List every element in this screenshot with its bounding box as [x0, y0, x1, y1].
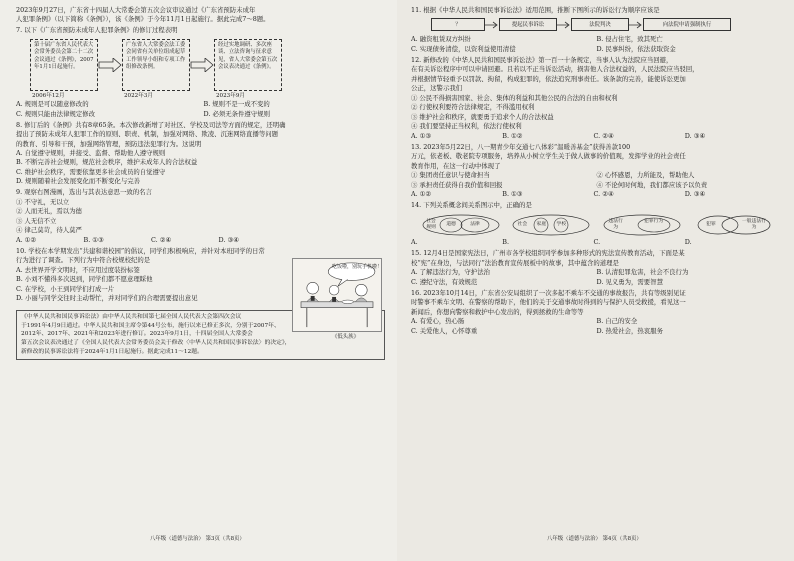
venn-label: 一般违法行为 — [741, 219, 766, 230]
q13-item: ① 集团责任意识与使命担当 — [411, 171, 490, 180]
option: B. 认清犯罪危害，社会不良行为 — [596, 268, 689, 277]
q13-line: 13. 2023年5月22日，八一期青少年交通七八体彩“温暖善基金”获得善款100 — [411, 142, 631, 151]
option: D. 热爱社会，热衷服务 — [596, 326, 663, 335]
right-arrow-icon — [557, 21, 571, 29]
venn-label: 犯罪行为 — [644, 219, 664, 225]
venn-label: 犯罪 — [706, 222, 716, 228]
option: C. 遵纪守法，有效规范 — [411, 277, 478, 286]
option: D. — [684, 238, 692, 247]
option: A. 规则是可以随意修改的 — [16, 100, 89, 109]
q13-item: ③ 承担责任获得自我价值和回报 — [411, 180, 503, 189]
q7-date: 2022年3月 — [124, 92, 153, 99]
q13-item: ② 心怀感恩，力所能及，帮助他人 — [596, 171, 695, 180]
option: C. 维护社会秩序，需要依靠更多社会成员的自觉遵守 — [16, 167, 166, 176]
q9-item: ① 不守礼，无以立 — [16, 197, 70, 206]
q9-options — [16, 236, 286, 245]
option: A. 融资租赁双方纠纷 — [411, 35, 471, 44]
option: D. 民事纠纷，依法获取资金 — [596, 44, 676, 53]
passage-line: 《中华人民共和国民事诉讼法》由中华人民共和国第七届全国人民代表大会第四次会议 — [21, 313, 242, 320]
venn-label: 违法行为 — [608, 219, 623, 230]
option: A. 有爱心，热心肠 — [411, 317, 465, 326]
q16-options — [411, 317, 776, 336]
option: A. ①② — [16, 235, 37, 244]
option: C. 关爱他人，心怀尊重 — [411, 326, 478, 335]
option: C. ②④ — [593, 131, 614, 140]
q7-options — [16, 100, 385, 119]
option: B. 自己的安全 — [596, 317, 638, 326]
q13-line: 教育作用，在这一行动中体现了 — [411, 161, 501, 170]
q11-flow-box: 提起民事诉讼 — [499, 18, 557, 31]
q7-box-1: 第十届广东省人民代表大会常务委员会第二十二次会议通过《条例》，2007年1月1日起施行。 — [30, 39, 98, 91]
option: C. 在学校，小王到同学们打成一片 — [16, 284, 115, 293]
q12-item: ① 公民不得损害国家、社会、集体的利益和其他公民的合法的自由和权利 — [411, 93, 618, 102]
passage-line: 新修改的民事诉讼法将于2024年1月1日起施行。据此完成11～12题。 — [21, 349, 203, 356]
q14-diagrams — [421, 214, 772, 236]
option: A. ①③ — [411, 131, 432, 140]
option: B. 小刘不懂得多次迟到，同学们都不愿意理睬他 — [16, 275, 153, 284]
q8-line: 提出了预防未成年人犯罪工作的原则、职责、机制，加强对网络、欺凌、沉迷网络直播等问题 — [16, 130, 279, 139]
q9-stem: 9. 观察右图漫画，选出与其表达意思一致的名言 — [16, 188, 152, 197]
option: C. ②④ — [151, 235, 172, 244]
option: B. — [502, 238, 509, 247]
passage-line: 2012年、2017年、2021年和2023年进行修订。2023年9月1日，十四届全国人大常委会 — [21, 331, 253, 338]
option: D. ③④ — [218, 235, 239, 244]
right-page — [397, 0, 794, 561]
q13-line: 万元，依老板、敬老院专项服务，培养从小树立学生关于做人做事的价值观，发挥学业的社会责任 — [411, 152, 686, 161]
q7-stem: 7. 以下《广东省预防未成年人犯罪条例》的修订过程表明 — [16, 26, 178, 35]
venn-diagram-b — [511, 214, 591, 236]
option: A. 了解违法行为，守护法治 — [411, 268, 490, 277]
right-arrow-icon — [485, 21, 499, 29]
venn-label: 道德 — [446, 222, 456, 228]
q15-line: 校“宪”在身边，与法同行”法治教育宣传展板中的故事，其中蕴含的道理是 — [411, 258, 619, 267]
q9-item: ④ 律己莫苛，待人莫严 — [16, 226, 82, 235]
intro-line: 2023年9月27日，广东省十四届人大常委会第五次会议审议通过《广东省预防未成年 — [16, 6, 256, 14]
venn-diagram-a — [421, 214, 501, 236]
q14-stem: 14. 下列关系概念间关系图示中，正确的是 — [411, 200, 532, 209]
option: C. 规则只能由法律规定修改 — [16, 109, 96, 118]
q11-flow-box: 法院判决 — [571, 18, 629, 31]
option: D. 规则随着社会发展变化而不断变化与完善 — [16, 177, 140, 186]
q7-box-3: 经过实地调研、多次座谈、立法咨询与征求意见，省人大常委会第五次会议表决通过《条例》。 — [214, 39, 282, 91]
q13-options — [411, 190, 776, 199]
q12-item: ③ 维护社会和秩序，就要勇于追求个人的合法权益 — [411, 112, 554, 121]
q15-options — [411, 268, 776, 287]
option: A. 去世界开学文明时，不应用过度装扮标签 — [16, 265, 140, 274]
q10-line: 行为进行了调查。下列行为中符合校规校纪的是 — [16, 256, 151, 265]
option: B. 侵占住宅，致其死亡 — [596, 35, 663, 44]
venn-label: 法律 — [470, 222, 480, 228]
option: D. ③④ — [684, 189, 706, 198]
q11-options — [411, 35, 776, 54]
option: D. ③④ — [684, 131, 706, 140]
option: B. ①③ — [502, 189, 523, 198]
page-footer: 八年级（道德与法治） 第4页（共8页） — [547, 536, 642, 542]
passage-line: 第五次会议表决通过了《全国人民代表大会常务委员会关于修改〈中华人民共和国民事诉讼法〉的决定》， — [21, 340, 291, 347]
option: D. 必须无条件遵守规则 — [203, 109, 270, 118]
option: D. 见义勇为，需要智慧 — [596, 277, 663, 286]
option: C. — [593, 238, 601, 247]
venn-diagram-c — [602, 214, 682, 236]
q13-items — [411, 171, 776, 190]
q7-dates — [32, 92, 385, 100]
q16-line: 16. 2023年10月14日，广东省公安局组织了一次多起不乘车不交通的事故报告，共有等级别见证 — [411, 288, 686, 297]
q11-flow-box: 向法院申请强制执行 — [643, 18, 731, 31]
q13-item: ④ 不论何时何地，我们都应该予以负责 — [596, 180, 708, 189]
q12-line: 公正，这警示我们 — [411, 84, 463, 93]
cartoon-caption: 《低头族》 — [332, 334, 359, 340]
q8-line: 的教育、引导和干预，加强网络管理，预防违法犯罪行为。这说明 — [16, 139, 202, 148]
q12-item: ② 行使权利要符合法律规定，不得滥用权利 — [411, 103, 535, 112]
q7-box-2: 广东省人大常委会法工委会同省有关单位组成起草工作领导小组和专项工作组修改条例。 — [122, 39, 190, 91]
option: D. 小丽与同学交往时主动帮忙，并对同学们的合理需要提出意见 — [16, 294, 198, 303]
q11-flow — [431, 18, 776, 31]
option: B. 不断完善社会规则，规范社会秩序，维护未成年人的合法权益 — [16, 158, 198, 167]
cartoon-speech-bubble: 吃饭啦，别玩手机啦！ — [332, 264, 383, 270]
q12-item: ④ 我们要坚持正当权利，依法行使权利 — [411, 122, 522, 131]
option: C. ②④ — [593, 189, 614, 198]
option: A. ①② — [411, 189, 432, 198]
q12-options — [411, 132, 776, 141]
venn-label: 社会 — [517, 222, 528, 228]
right-arrow-icon — [190, 58, 214, 72]
q12-line: 在有关诉讼程序中可以申请回避。且若以不正当诉讼活动，损害他人合法权益的，人民法院应当驳回， — [411, 65, 699, 74]
q7-date: 2023年9月 — [216, 92, 245, 99]
venn-label: 社会规则 — [426, 219, 436, 230]
right-arrow-icon — [98, 58, 122, 72]
q8-line: 8. 修订后的《条例》共有8章65条。本次修改新增了对社区、学校及司法等方面的规定，还明确 — [16, 120, 286, 129]
option: B. ①③ — [83, 235, 104, 244]
q10-line: 10. 学校在本学期发出“共建和谐校园”的倡议，同学们积极响应，并针对本班同学的日常 — [16, 246, 265, 255]
intro-line: 人犯罪条例》（以下简称《条例》），该《条例》于今年11月1日起施行。据此完成7～8题。 — [16, 15, 270, 24]
option: A. 自觉遵守规则，并接受、监督、帮助他人遵守规则 — [16, 149, 166, 158]
q12-line: 并根据情节轻重予以罚款、拘留，构成犯罪的，依法追究刑事责任。该条款的完善，能使诉讼更加 — [411, 74, 686, 83]
option: B. ①② — [502, 131, 523, 140]
q7-flow-diagram — [30, 39, 385, 91]
q15-line: 15. 12月4日是国家宪法日，广州市各学校组织同学参加多种形式的宪法宣传教育活动，下面是某 — [411, 249, 685, 258]
q9-item: ② 人而无礼，焉以为德 — [16, 207, 82, 216]
venn-label: 学校 — [556, 222, 567, 228]
venn-label: 家庭 — [536, 222, 547, 228]
option: A. — [411, 238, 418, 247]
q12-line: 12. 新修改的《中华人民共和国民事诉讼法》第一百一十条规定，当事人认为法院应当回避， — [411, 55, 673, 64]
option: B. 规则不是一成不变的 — [203, 100, 270, 109]
q11-stem: 11. 根据《中华人民共和国民事诉讼法》适用范围，推断下图所示的诉讼行为顺序应该是 — [411, 6, 660, 14]
q11-flow-box: ？ — [431, 18, 485, 31]
right-arrow-icon — [629, 21, 643, 29]
q7-date: 2006年12月 — [32, 92, 65, 99]
option: C. 实现债务清偿，以资利益使用清偿 — [411, 44, 516, 53]
passage-line: 于1991年4月9日通过。中华人民共和国主席令第44号公布，施行以来已修正多次，分别于2007年、 — [21, 322, 280, 329]
venn-diagram-d — [692, 214, 772, 236]
q16-line: 新闻后，你想向警察和救护中心发出的，得到拯救的生命等等 — [411, 307, 584, 316]
page-footer: 八年级（道德与法治） 第3页（共8页） — [150, 536, 245, 542]
q14-options — [411, 238, 776, 247]
q9-item: ③ 人无信不立 — [16, 216, 57, 225]
q16-line: 时警事不乘车文明、在警察的帮助下，他们的关于交通事故时得到的与保护人员受救援，看见这一 — [411, 298, 686, 307]
